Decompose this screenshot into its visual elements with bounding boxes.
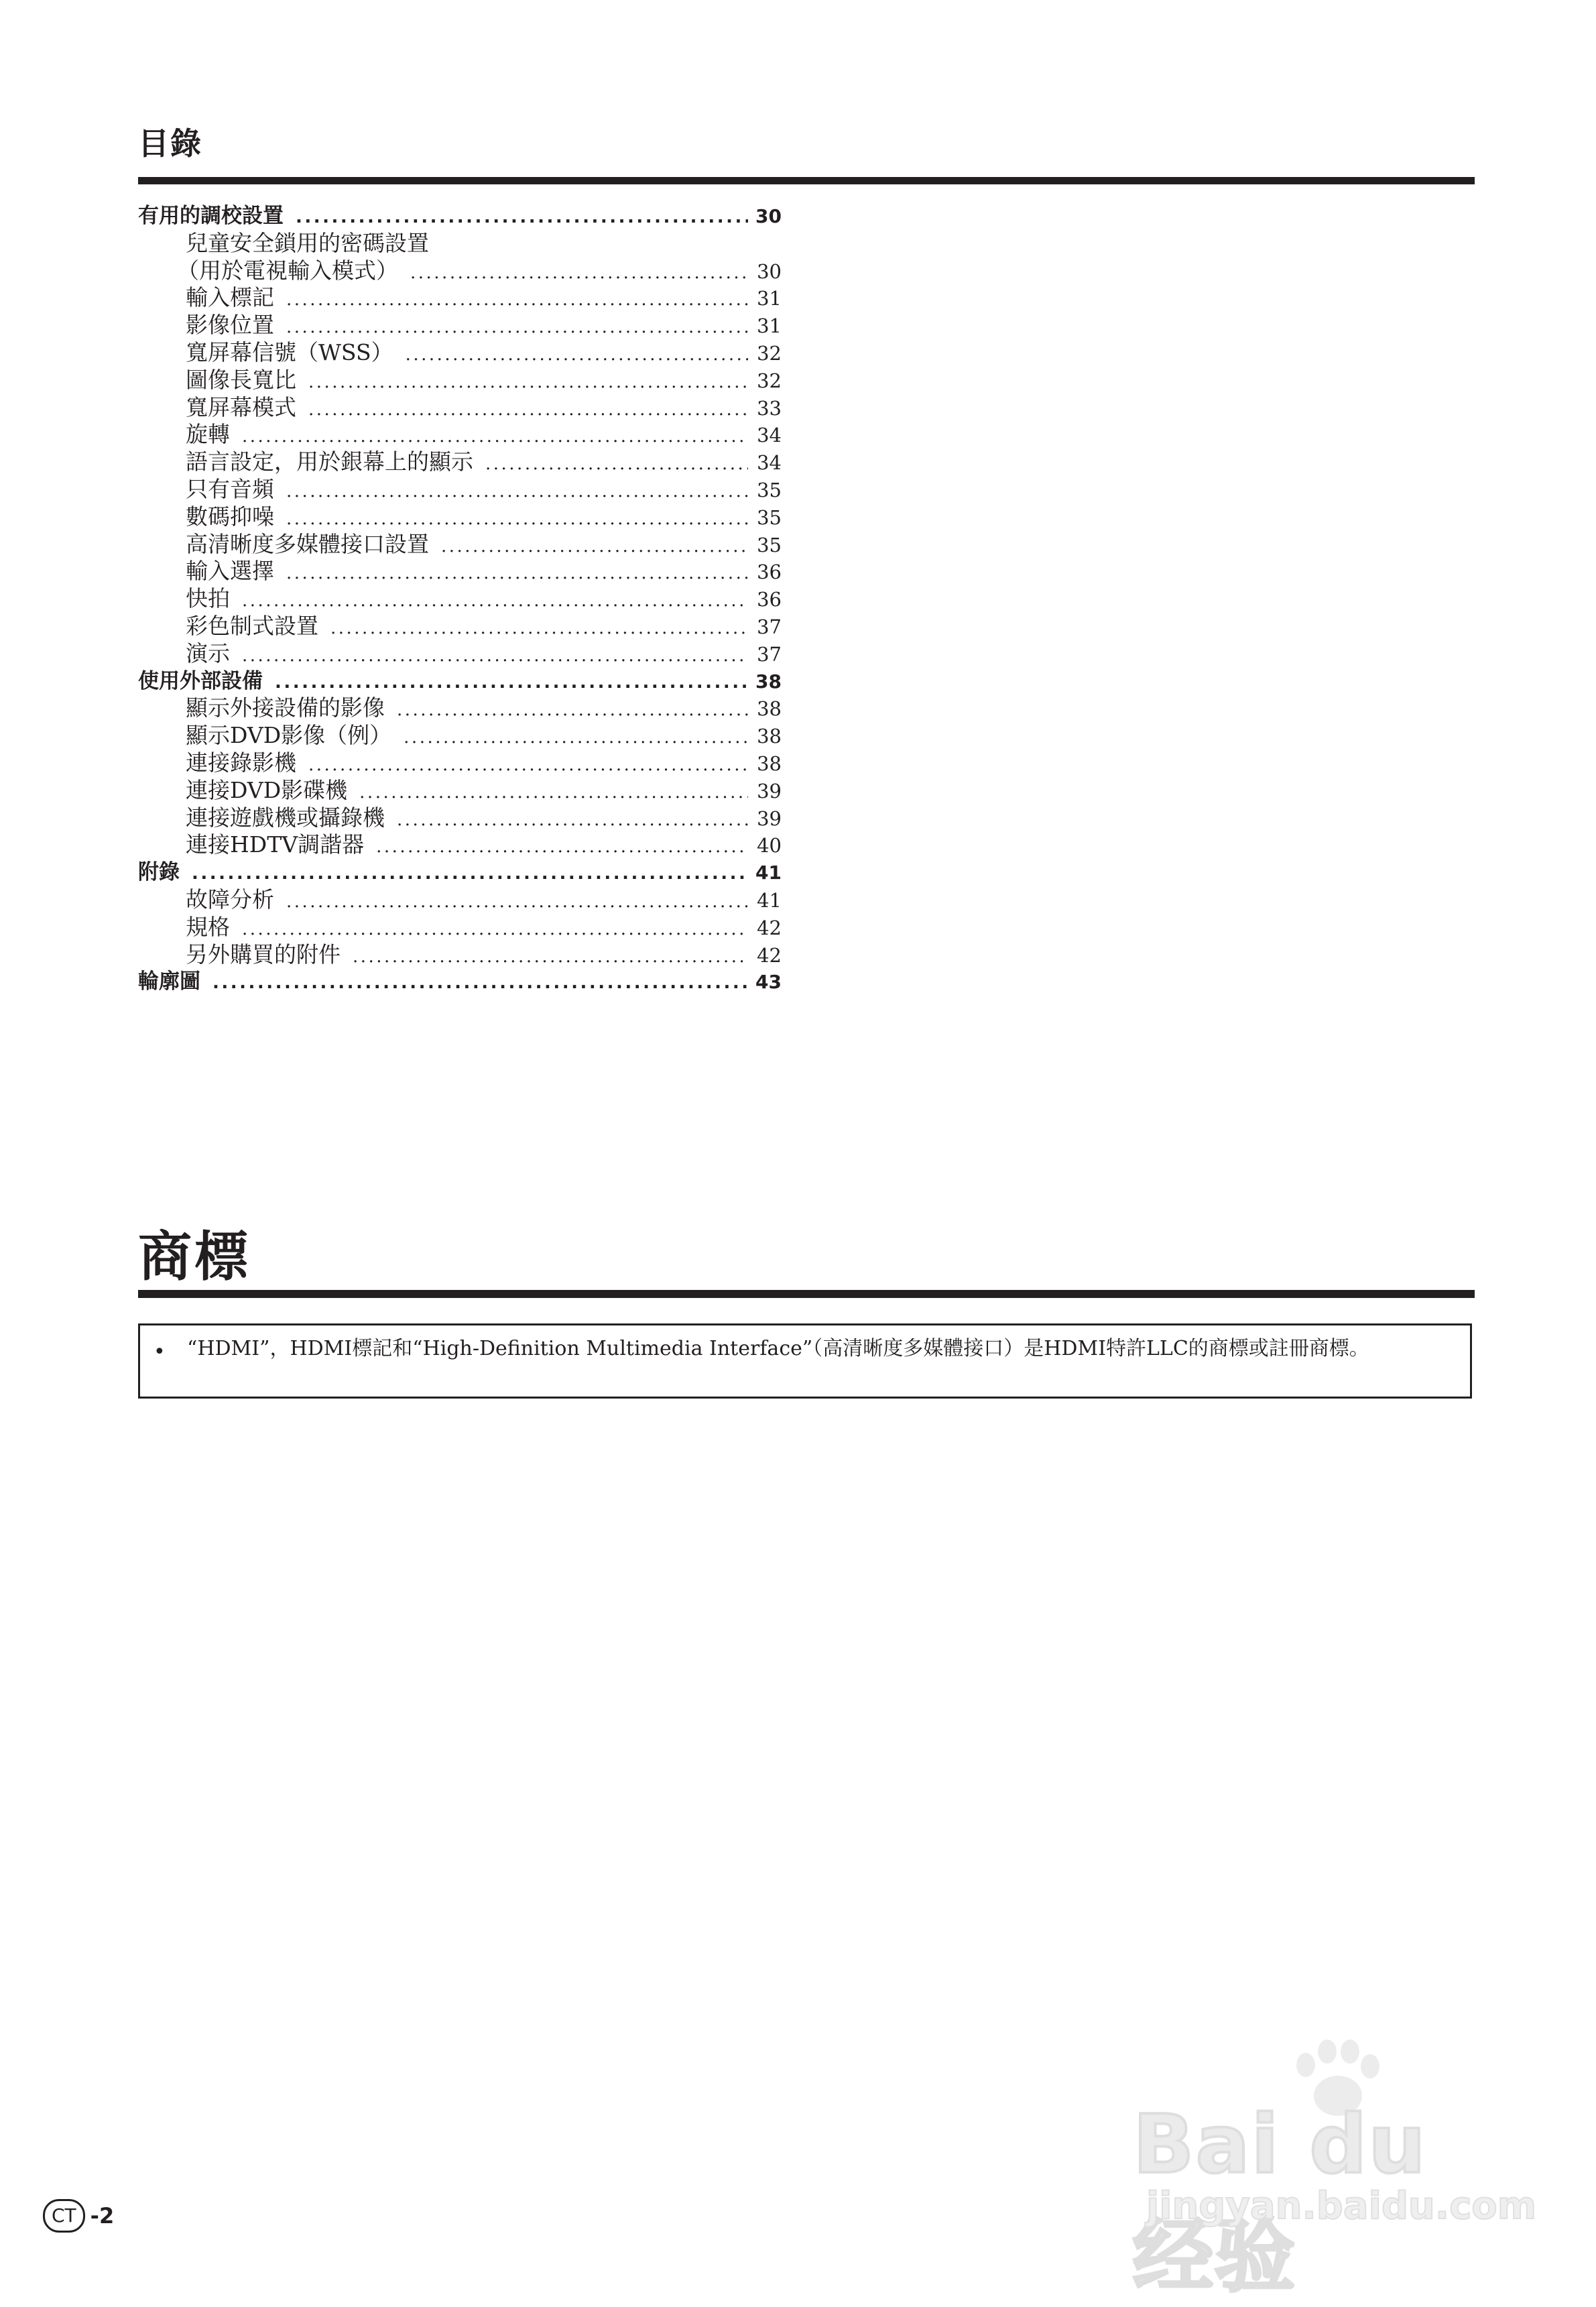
toc-leader-dots: [404, 727, 748, 748]
toc-page-number: 38: [757, 752, 782, 775]
toc-entry-row: [138, 801, 782, 831]
baidu-watermark: [1133, 2038, 1537, 2303]
toc-page-number: 36: [757, 560, 782, 584]
toc-page-number: 35: [757, 478, 782, 501]
toc-page-number: 38: [757, 697, 782, 721]
toc-entry-text: 連接遊戲機或攝錄機: [186, 804, 385, 831]
toc-page-number: 41: [757, 888, 782, 912]
toc-entry-text: 圖像長寬比: [186, 366, 296, 393]
toc-entry-row: [138, 335, 782, 363]
toc-leader-dots: [286, 509, 748, 529]
toc-page-number: 35: [757, 533, 782, 556]
toc-page-number: 36: [757, 588, 782, 611]
toc-leader-dots: [359, 782, 748, 803]
toc-leader-dots: [296, 207, 748, 227]
toc-leader-dots: [286, 892, 748, 912]
toc-page-number: 31: [757, 314, 782, 338]
toc-entry-row: [138, 253, 782, 284]
toc-entry-text: 規格: [186, 913, 230, 940]
watermark-url: jingyan.baidu.com: [1146, 2184, 1537, 2228]
toc-leader-dots: [308, 372, 748, 392]
toc-leader-dots: [286, 481, 748, 501]
toc-entry-row: [138, 445, 782, 475]
toc-entry-text: 寬屏幕信號（WSS）: [186, 339, 393, 365]
toc-leader-dots: [397, 700, 748, 720]
toc-entry-text: 另外購買的附件: [186, 941, 341, 967]
toc-page-number: 35: [757, 506, 782, 529]
toc-entry-text: 寬屏幕模式: [186, 394, 296, 420]
toc-leader-dots: [286, 317, 748, 337]
toc-page-number: 34: [757, 424, 782, 447]
toc-entry-text: 輪廓圖: [138, 969, 200, 994]
toc-leader-dots: [410, 263, 748, 283]
toc-page-number: 34: [757, 451, 782, 475]
toc-page-number: 42: [757, 943, 782, 967]
toc-page-number: 30: [757, 259, 782, 283]
toc-leader-dots: [286, 563, 748, 583]
toc-list: [138, 198, 782, 992]
toc-leader-dots: [353, 947, 748, 967]
trademark-divider: [138, 1290, 1475, 1298]
toc-entry-text: 快拍: [186, 585, 230, 612]
page-number-suffix: -2: [90, 2203, 115, 2229]
toc-leader-dots: [242, 646, 748, 666]
toc-leader-dots: [330, 618, 748, 638]
toc-page-number: 42: [757, 916, 782, 939]
toc-entry-row: [138, 226, 782, 256]
toc-leader-dots: [275, 672, 748, 693]
toc-leader-dots: [397, 810, 748, 830]
toc-leader-dots: [406, 345, 748, 365]
toc-page-number: 33: [757, 396, 782, 420]
bullet-icon: •: [154, 1340, 166, 1364]
toc-page-number: 38: [757, 725, 782, 748]
trademark-notice-box: [138, 1323, 1472, 1399]
toc-leader-dots: [192, 864, 748, 884]
toc-entry-text: 顯示外接設備的影像: [186, 695, 385, 721]
toc-page-number: 37: [757, 615, 782, 638]
toc-entry-text: 語言設定，用於銀幕上的顯示: [186, 449, 473, 475]
toc-entry-row: [138, 882, 782, 910]
toc-entry-row: [138, 746, 782, 776]
toc-leader-dots: [441, 536, 748, 556]
toc-entry-text: （用於電視輸入模式）: [177, 257, 398, 284]
toc-page-number: 31: [757, 287, 782, 310]
trademark-notice-text: “HDMI”，HDMI標記和“High-Definition Multimedia Interface”（高清晰度多媒體接口）是HDMI特許LLC的商標或註冊商標。: [187, 1337, 1369, 1360]
toc-entry-row: [138, 718, 782, 749]
toc-entry-text: 輸入標記: [186, 284, 274, 311]
toc-entry-text: 影像位置: [186, 312, 274, 339]
trademark-title: 商標: [138, 1226, 251, 1288]
toc-entry-text: 連接DVD影碟機: [186, 776, 348, 803]
toc-page-number: 37: [757, 642, 782, 666]
toc-entry-row: [138, 280, 782, 311]
toc-entry-text: 顯示DVD影像（例）: [186, 722, 392, 749]
toc-entry-row: [138, 390, 782, 418]
toc-entry-text: 有用的調校設置: [138, 204, 284, 228]
toc-entry-text: 高清晰度多媒體接口設置: [186, 530, 429, 557]
toc-section-row: [138, 198, 782, 226]
toc-leader-dots: [242, 919, 748, 939]
toc-entry-row: [138, 827, 782, 858]
toc-entry-text: 連接HDTV調諧器: [186, 831, 365, 858]
toc-entry-text: 演示: [186, 640, 230, 666]
toc-divider: [138, 177, 1475, 184]
watermark-brand: Bai du 经验: [1133, 2098, 1427, 2303]
toc-page-number: 43: [755, 971, 782, 994]
toc-page-number: 32: [757, 369, 782, 392]
toc-entry-text: 使用外部設備: [138, 668, 263, 693]
page-number: [43, 2199, 114, 2233]
toc-entry-row: [138, 773, 782, 801]
toc-leader-dots: [212, 973, 748, 993]
language-badge: CT: [43, 2199, 85, 2233]
toc-leader-dots: [242, 426, 748, 447]
toc-page-number: 40: [757, 834, 782, 857]
toc-leader-dots: [485, 454, 748, 474]
toc-leader-dots: [308, 755, 748, 775]
toc-entry-text: 只有音頻: [186, 475, 274, 502]
toc-entry-text: 連接錄影機: [186, 749, 296, 776]
toc-entry-text: 兒童安全鎖用的密碼設置: [186, 229, 429, 256]
toc-section-row: [138, 664, 782, 691]
toc-entry-text: 數碼抑噪: [186, 503, 274, 530]
toc-entry-row: [138, 308, 782, 339]
toc-entry-text: 輸入選擇: [186, 558, 274, 585]
toc-page-number: 38: [755, 670, 782, 693]
toc-entry-row: [138, 554, 782, 585]
toc-entry-row: [138, 363, 782, 393]
toc-page-number: 39: [757, 807, 782, 830]
toc-leader-dots: [308, 400, 748, 420]
toc-entry-row: [138, 499, 782, 530]
toc-entry-row: [138, 609, 782, 639]
toc-entry-text: 旋轉: [186, 421, 230, 448]
toc-entry-row: [138, 937, 782, 965]
toc-leader-dots: [376, 837, 748, 857]
toc-entry-text: 故障分析: [186, 886, 274, 912]
toc-page-number: 32: [757, 341, 782, 365]
toc-leader-dots: [286, 290, 748, 310]
toc-page-number: 41: [755, 862, 782, 884]
toc-page-number: 30: [755, 205, 782, 227]
toc-leader-dots: [242, 591, 748, 611]
toc-entry-text: 附錄: [138, 860, 180, 885]
toc-entry-text: 彩色制式設置: [186, 612, 318, 639]
toc-entry-row: [138, 527, 782, 557]
toc-page-number: 39: [757, 779, 782, 803]
toc-entry-row: [138, 691, 782, 721]
toc-title: 目錄: [138, 125, 202, 162]
